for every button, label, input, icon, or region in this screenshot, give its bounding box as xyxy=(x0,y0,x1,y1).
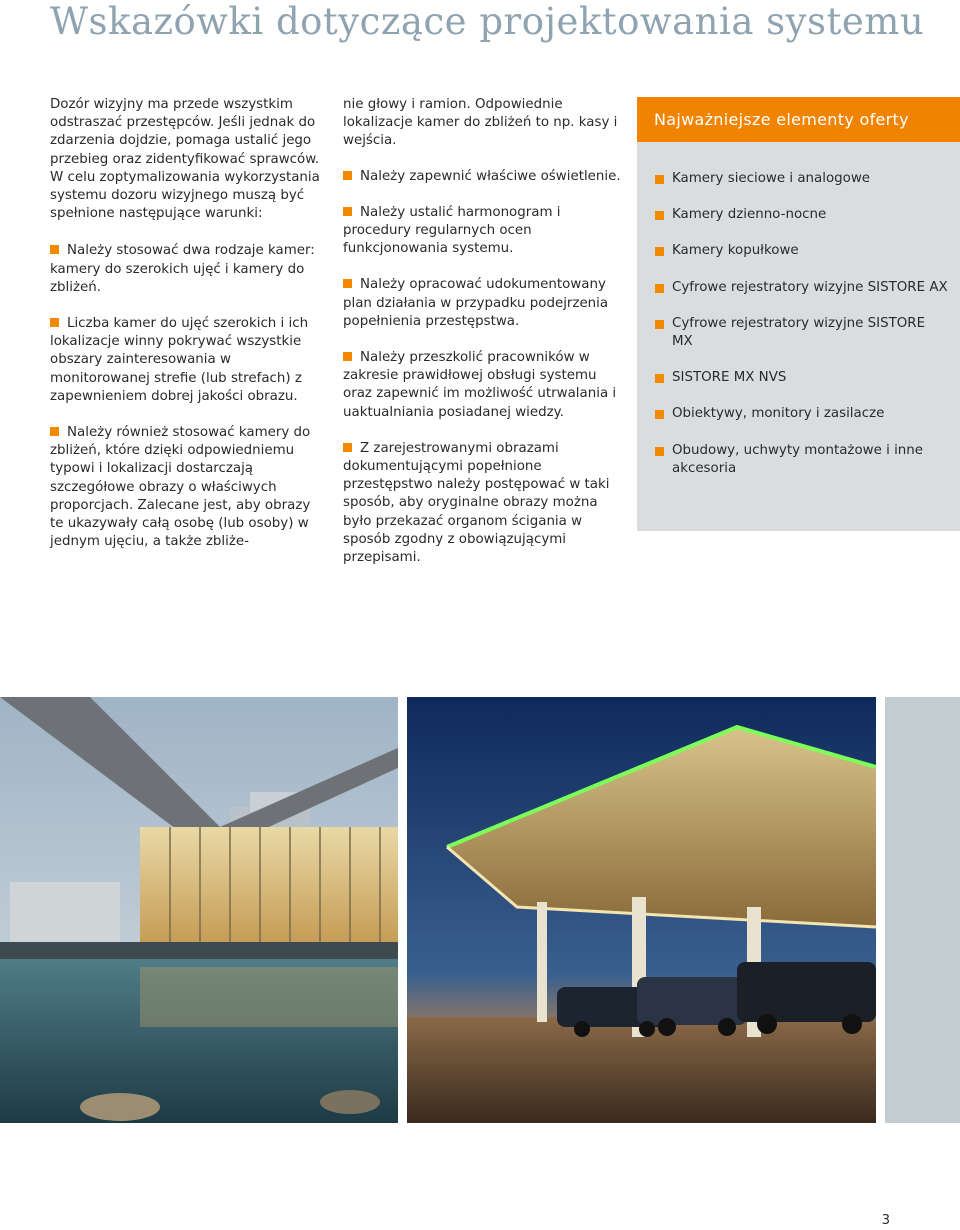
orange-square-bullet-icon xyxy=(655,410,664,419)
orange-square-bullet-icon xyxy=(343,279,352,288)
list-item xyxy=(343,440,625,567)
orange-square-bullet-icon xyxy=(655,284,664,293)
orange-square-bullet-icon xyxy=(50,427,59,436)
list-item-text: Należy również stosować kamery do zbliżeń, które dzięki odpowiedniemu typowi i lokalizacji dostarczają szczegółowe obrazy o właściwych proporcjach. Zalecane jest, aby obrazy te ukazywały całą osobę (lub osoby) w jednym ujęciu, a także zbliże- xyxy=(50,425,311,550)
offer-list-item xyxy=(655,279,950,297)
offer-sidebar-box xyxy=(637,97,960,531)
building-photo xyxy=(0,697,398,1123)
offer-list-item xyxy=(655,315,950,351)
orange-square-bullet-icon xyxy=(343,171,352,180)
orange-square-bullet-icon xyxy=(655,211,664,220)
offer-item-text: SISTORE MX NVS xyxy=(672,370,787,386)
offer-list-item xyxy=(655,170,950,188)
list-item-text: Należy opracować udokumentowany plan działania w przypadku podejrzenia popełnienia przestępstwa. xyxy=(343,277,609,329)
text-column-2 xyxy=(343,96,625,585)
orange-square-bullet-icon xyxy=(655,320,664,329)
offer-list-item xyxy=(655,206,950,224)
offer-list-item xyxy=(655,442,950,478)
offer-item-text: Cyfrowe rejestratory wizyjne SISTORE AX xyxy=(672,279,948,295)
orange-square-bullet-icon xyxy=(655,247,664,256)
offer-list-item xyxy=(655,242,950,260)
list-item-text: Z zarejestrowanymi obrazami dokumentującymi popełnione przestępstwo należy postępować w taki sposób, aby oryginalne obrazy można było przekazać organom ścigania w sposób zgodny z obowiązującymi przepisami. xyxy=(343,440,610,566)
offer-list xyxy=(637,142,960,478)
offer-item-text: Kamery sieciowe i analogowe xyxy=(672,171,871,186)
list-item xyxy=(343,349,625,422)
intro-paragraph: Dozór wizyjny ma przede wszystkim odstraszać przestępców. Jeśli jednak do zdarzenia dojdzie, pomaga ustalić jego przebieg oraz zidentyfikować sprawców. W celu zoptymalizowania wykorzystania systemu dozoru wizyjnego muszą być spełnione następujące warunki: xyxy=(50,97,320,222)
offer-item-text: Obiektywy, monitory i zasilacze xyxy=(672,406,885,422)
list-item xyxy=(343,204,625,259)
list-item xyxy=(50,315,325,406)
offer-list-item xyxy=(655,369,950,387)
side-photo-strip xyxy=(885,697,960,1123)
gas-station-photo-illustration xyxy=(407,697,876,1123)
offer-item-text: Kamery kopułkowe xyxy=(672,243,799,259)
page-title: Wskazówki dotyczące projektowania systemu xyxy=(50,0,925,43)
offer-list-item xyxy=(655,405,950,423)
orange-square-bullet-icon xyxy=(343,207,352,216)
list-item-text: Należy przeszkolić pracowników w zakresie prawidłowej obsługi systemu oraz zapewnić im możliwość utrwalania i uaktualniania posiadanej wiedzy. xyxy=(343,350,617,420)
list-item xyxy=(343,276,625,331)
list-item xyxy=(50,424,325,551)
list-item-text: Należy zapewnić właściwe oświetlenie. xyxy=(360,168,621,184)
orange-square-bullet-icon xyxy=(343,352,352,361)
list-item-text: Liczba kamer do ujęć szerokich i ich lokalizacje winny pokrywać wszystkie obszary zainteresowania w monitorowanej strefie (lub strefach) z zapewnieniem dobrej jakości obrazu. xyxy=(50,316,309,404)
list-item xyxy=(50,242,325,297)
text-column-1 xyxy=(50,96,325,569)
gas-station-photo xyxy=(407,697,876,1123)
orange-square-bullet-icon xyxy=(343,443,352,452)
page-number: 3 xyxy=(881,1213,890,1228)
continuation-paragraph: nie głowy i ramion. Odpowiednie lokalizacje kamer do zbliżeń to np. kasy i wejścia. xyxy=(343,97,618,149)
offer-box-heading: Najważniejsze elementy oferty xyxy=(637,97,960,142)
orange-square-bullet-icon xyxy=(655,374,664,383)
offer-item-text: Cyfrowe rejestratory wizyjne SISTORE MX xyxy=(672,315,926,350)
list-item-text: Należy ustalić harmonogram i procedury regularnych ocen funkcjonowania systemu. xyxy=(343,204,561,257)
orange-square-bullet-icon xyxy=(50,318,59,327)
offer-item-text: Obudowy, uchwyty montażowe i inne akcesoria xyxy=(672,442,924,476)
orange-square-bullet-icon xyxy=(50,245,59,254)
list-item xyxy=(343,168,625,186)
building-photo-illustration xyxy=(0,697,398,1123)
orange-square-bullet-icon xyxy=(655,175,664,184)
orange-square-bullet-icon xyxy=(655,447,664,456)
offer-item-text: Kamery dzienno-nocne xyxy=(672,207,827,223)
list-item-text: Należy stosować dwa rodzaje kamer: kamery do szerokich ujęć i kamery do zbliżeń. xyxy=(50,243,315,295)
